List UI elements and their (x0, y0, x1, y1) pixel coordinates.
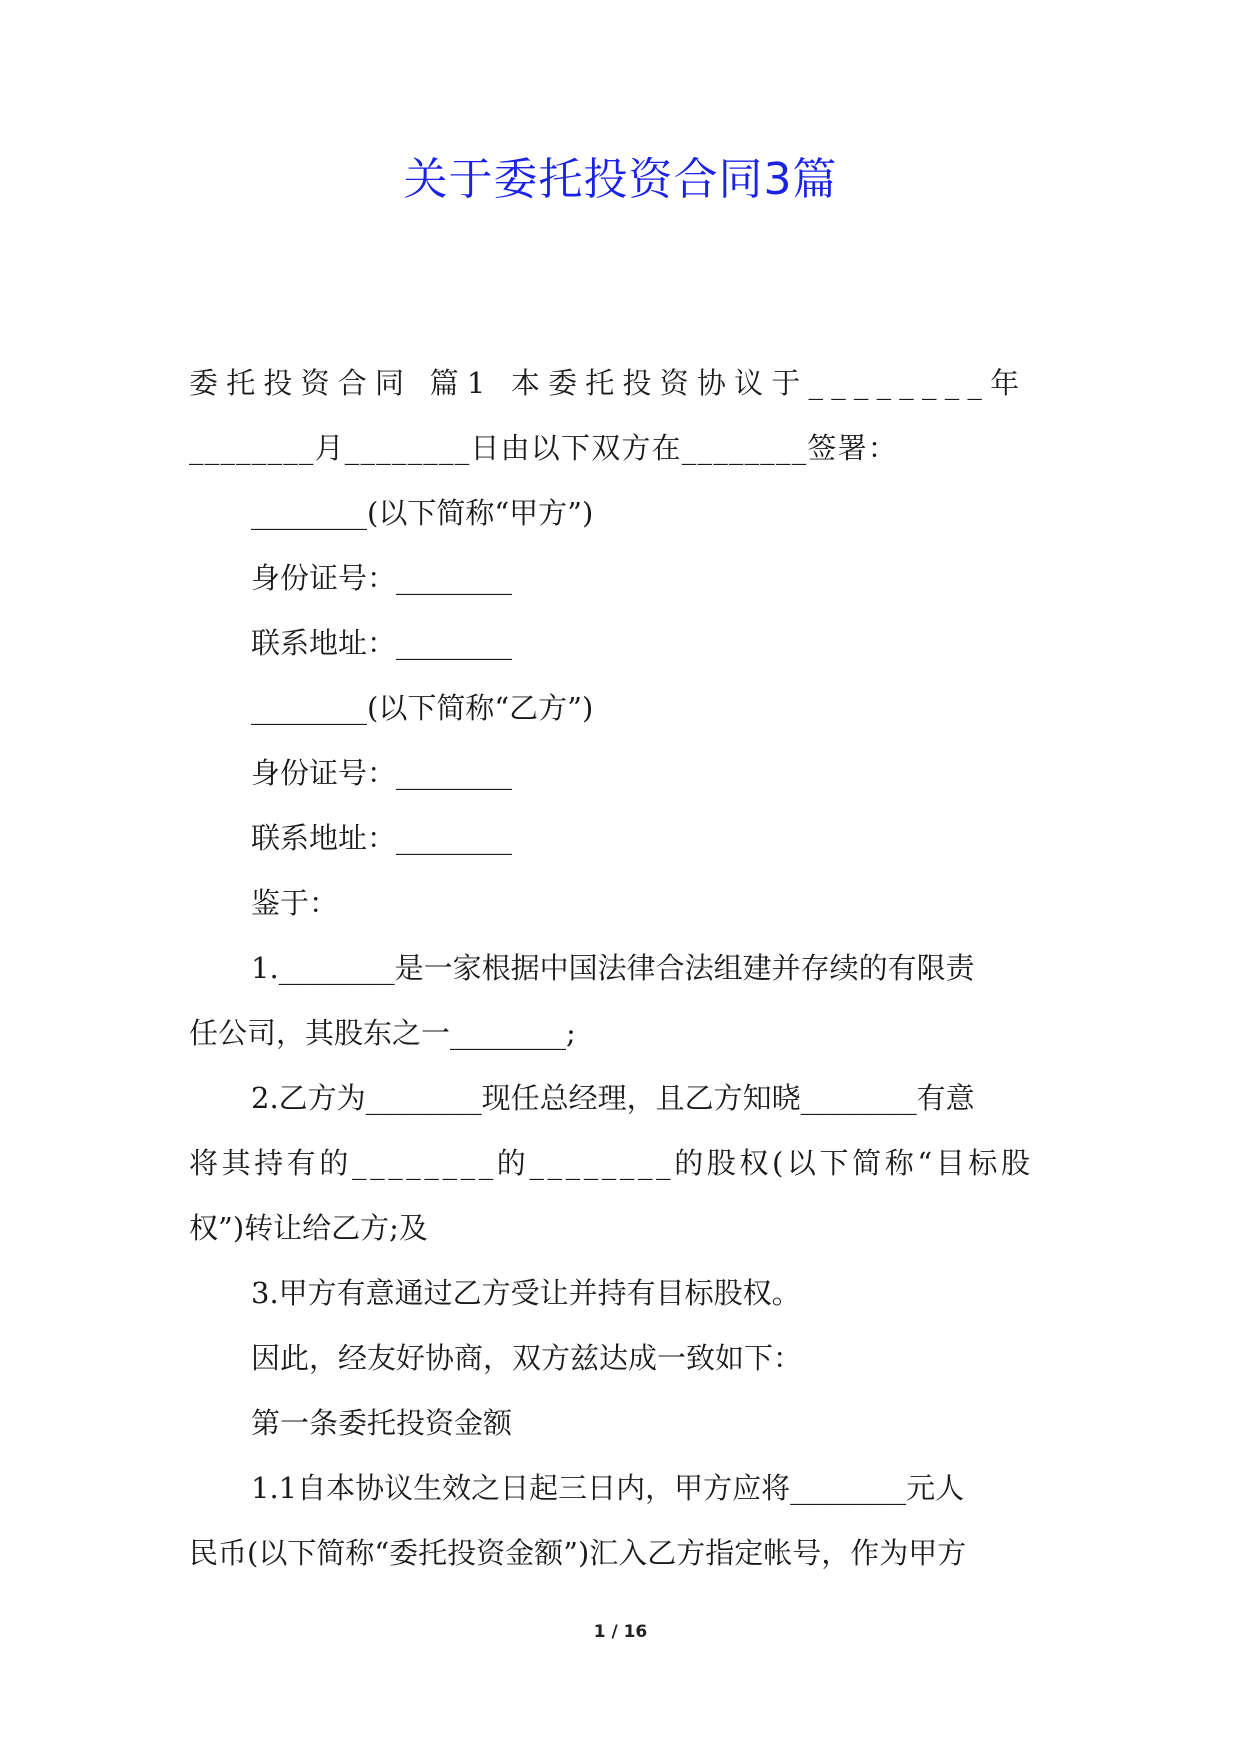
paragraph-line: 2.乙方为________现任总经理，且乙方知晓________有意 (251, 1081, 975, 1115)
paragraph-line: ________(以下简称“甲方”) (251, 496, 594, 530)
paragraph-line: 鉴于： (251, 886, 339, 920)
paragraph-line: 联系地址：________ (251, 821, 513, 855)
paragraph-line: 1.1自本协议生效之日起三日内，甲方应将________元人 (251, 1471, 965, 1505)
paragraph-line: 民币(以下简称“委托投资金额”)汇入乙方指定帐号，作为甲方 (189, 1536, 967, 1570)
paragraph-line: 任公司，其股东之一________; (189, 1016, 576, 1050)
paragraph-line: ________月________日由以下双方在________签署： (189, 431, 899, 465)
paragraph-line: 3.甲方有意通过乙方受让并持有目标股权。 (251, 1276, 801, 1310)
document-title: 关于委托投资合同3篇 (403, 154, 838, 205)
paragraph-line: 因此，经友好协商，双方兹达成一致如下： (251, 1341, 803, 1375)
paragraph-line: 第一条委托投资金额 (251, 1406, 513, 1440)
paragraph-line: 权”)转让给乙方;及 (189, 1211, 428, 1245)
paragraph-line: 委托投资合同 篇1 本委托投资协议于________年 (189, 366, 1028, 400)
page-number: 1 / 16 (593, 1622, 648, 1642)
document-body (189, 351, 1057, 1586)
paragraph-line: 身份证号：________ (251, 561, 513, 595)
paragraph-line: 身份证号：________ (251, 756, 513, 790)
paragraph-line: 将其持有的________的________的股权(以下简称“目标股 (189, 1146, 1034, 1180)
paragraph-line: 1.________是一家根据中国法律合法组建并存续的有限责 (251, 951, 975, 985)
paragraph-line: ________(以下简称“乙方”) (251, 691, 594, 725)
paragraph-line: 联系地址：________ (251, 626, 513, 660)
